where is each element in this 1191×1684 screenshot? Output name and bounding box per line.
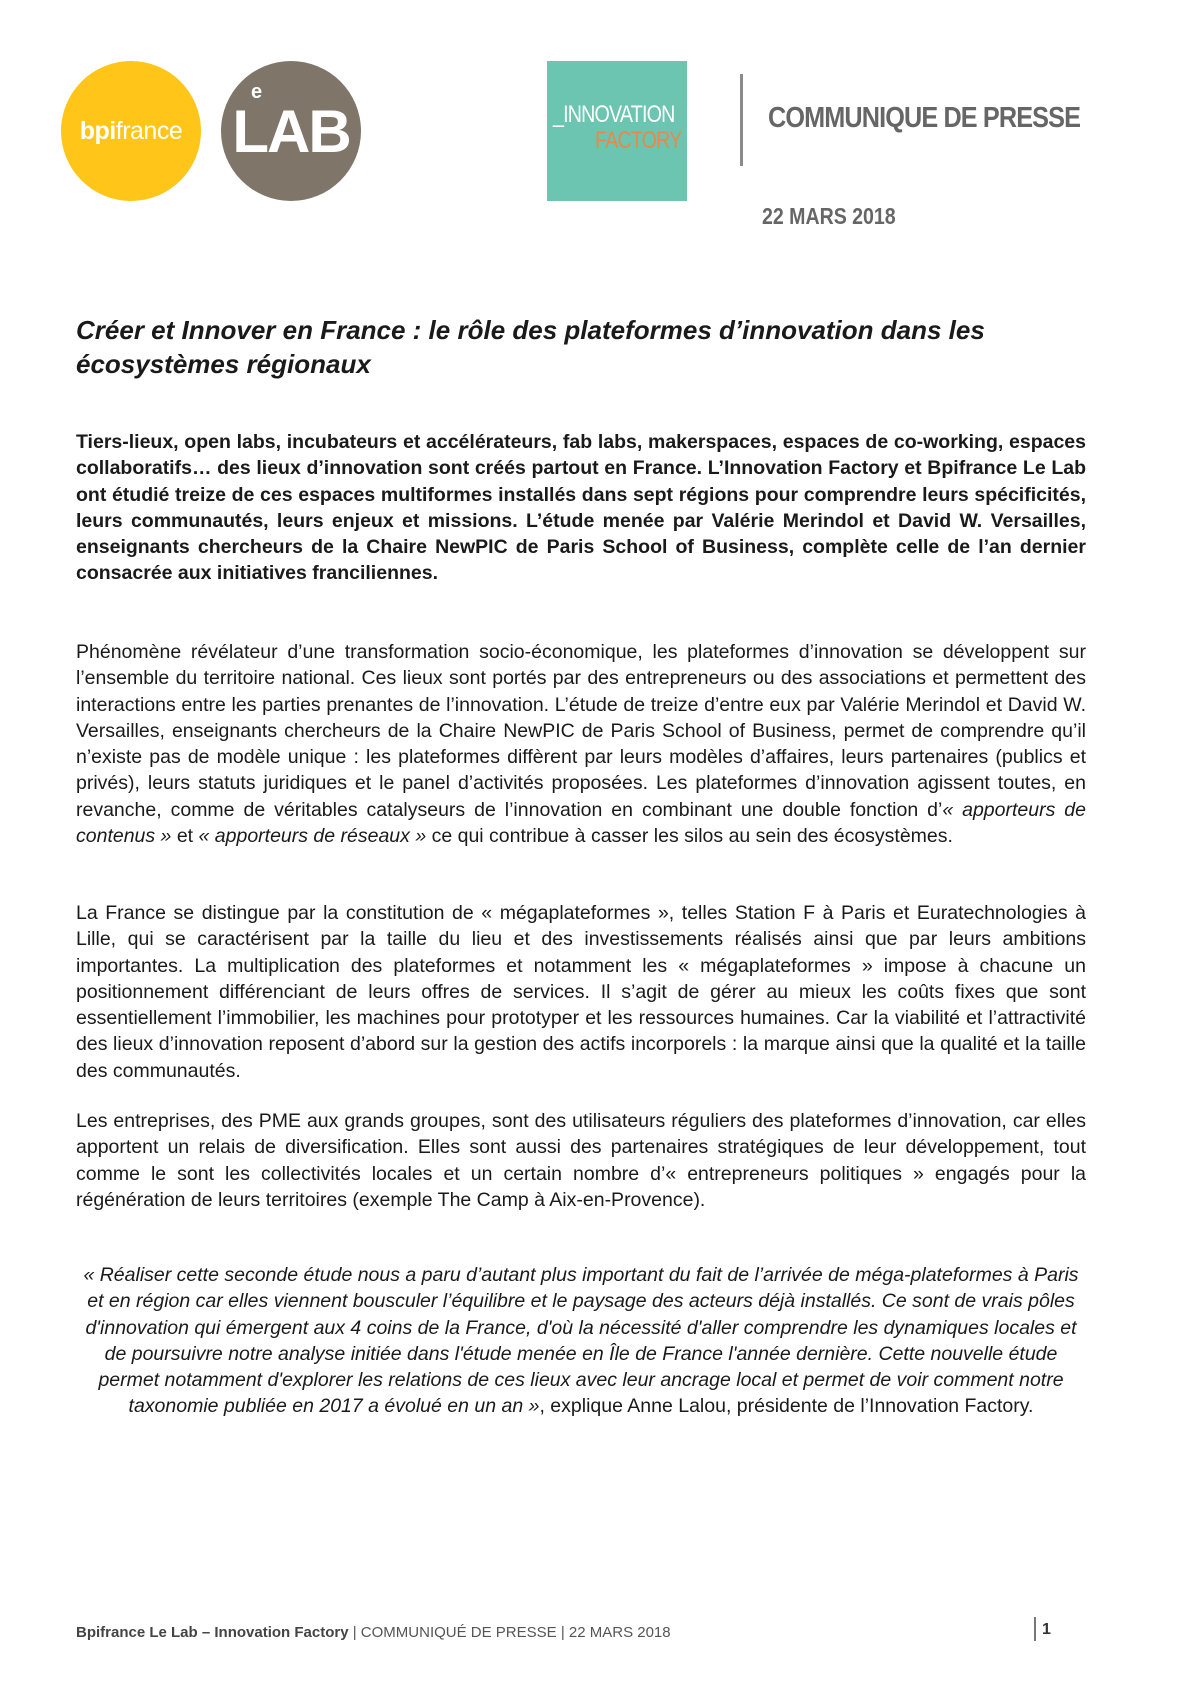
header-divider <box>740 74 743 166</box>
paragraph-1-italic-1: « apporteurs de contenus » <box>76 798 1086 848</box>
body-paragraph-2: La France se distingue par la constitution de « mégaplateformes », telles Station F à Paris et Euratechnologies à Lille, qui se caractérisent par la taille du lieu et des investissements réalisés ainsi que par leurs ambitions importantes. La multiplication des plateformes et notamment les « mégaplateformes » impose à chacune un positionnement différenciant de leurs offres de services. Il s’agit de gérer au mieux les coûts fixes que sont essentiellement l’immobilier, les machines pour prototyper et les ressources humaines. Car la viabilité et l’attractivité des lieux d’innovation reposent d’abord sur la gestion des actifs incorporels : la marque ainsi que la qualité et la taille des communautés. <box>76 902 1086 1082</box>
page-number: 1 <box>1042 1621 1051 1638</box>
body-paragraph-3: Les entreprises, des PME aux grands groupes, sont des utilisateurs réguliers des plateformes d’innovation, car elles apportent un relais de diversification. Elles sont aussi des partenaires stratégiques de leur développement, tout comme le sont les collectivités locales et un certain nombre d’« entrepreneurs politiques » engagés pour la régénération de leurs territoires (exemple The Camp à Aix-en-Provence). <box>76 1110 1086 1211</box>
press-release-date: 22 MARS 2018 <box>762 203 896 229</box>
paragraph-1-text: Phénomène révélateur d’une transformation socio-économique, les plateformes d’innovation se développent sur l’ensemble du territoire national. Ces lieux sont portés par des entrepreneurs ou des associations et permettent des interactions entre les parties prenantes de l’innovation. L’étude de treize d’entre eux par Valérie Merindol et David W. Versailles, enseignants chercheurs de la Chaire NewPIC de Paris School of Business, permet de comprendre qu’il n’existe pas de modèle unique : les plateformes diffèrent par leurs modèles d’affaires, leurs partenaires (publics et privés), leurs statuts juridiques et le panel d’activités proposées. Les plateformes d’innovation agissent toutes, en revanche, comme de véritables catalyseurs de l’innovation en combinant une double fonction d’ <box>76 641 1086 821</box>
innovation-factory-logo-line1: _INNOVATION <box>553 101 675 128</box>
le-lab-logo-e: e <box>251 81 263 103</box>
le-lab-logo-l: L <box>232 97 267 165</box>
bpifrance-logo-text-bold: bpi <box>79 116 116 145</box>
bpifrance-logo-text-light: france <box>115 116 183 145</box>
quote-attribution: , explique Anne Lalou, présidente de l’Innovation Factory. <box>539 1395 1034 1418</box>
innovation-factory-logo-line2: FACTORY <box>595 127 682 154</box>
footer-brand: Bpifrance Le Lab – Innovation Factory <box>76 1624 349 1641</box>
innovation-factory-logo <box>547 61 687 201</box>
lead-paragraph: Tiers-lieux, open labs, incubateurs et accélérateurs, fab labs, makerspaces, espaces de co-working, espaces collaboratifs… des lieux d’innovation sont créés partout en France. L’Innovation Factory et Bpifrance Le Lab ont étudié treize de ces espaces multiformes installés dans sept régions pour comprendre leurs spécificités, leurs communautés, leurs enjeux et missions. L’étude menée par Valérie Merindol et David W. Versailles, enseignants chercheurs de la Chaire NewPIC de Paris School of Business, complète celle de l’an dernier consacrée aux initiatives franciliennes. <box>76 431 1086 585</box>
footer-info: | COMMUNIQUÉ DE PRESSE | 22 MARS 2018 <box>348 1624 671 1641</box>
quote-block <box>76 1262 1086 1420</box>
le-lab-logo <box>221 61 361 201</box>
paragraph-1-connector: et <box>171 825 199 848</box>
quote-text: « Réaliser cette seconde étude nous a paru d’autant plus important du fait de l’arrivée de méga-plateformes à Paris et en région car elles viennent bousculer l’équilibre et le paysage des acteurs déjà installés. Ce sont de vrais pôles d'innovation qui émergent aux 4 coins de la France, d'où la nécessité d'aller comprendre les dynamiques locales et de poursuivre notre analyse initiée dans l'étude menée en Île de France l'année dernière. Cette nouvelle étude permet notamment d'explorer les relations de ces lieux avec leur ancrage local et permet de voir comment notre taxonomie publiée en 2017 a évolué en un an » <box>83 1264 1079 1418</box>
paragraph-1-italic-2: « apporteurs de réseaux » <box>198 825 427 848</box>
le-lab-logo-ab: AB <box>266 97 350 165</box>
headline: Créer et Innover en France : le rôle des plateformes d’innovation dans les écosystèmes régionaux <box>76 315 985 379</box>
body-paragraph-1 <box>76 639 1086 849</box>
footer-divider <box>1034 1617 1036 1641</box>
footer <box>76 1624 671 1641</box>
paragraph-1-end: ce qui contribue à casser les silos au sein des écosystèmes. <box>426 825 953 848</box>
bpifrance-logo <box>61 61 201 201</box>
press-release-title: COMMUNIQUE DE PRESSE <box>768 102 1081 134</box>
